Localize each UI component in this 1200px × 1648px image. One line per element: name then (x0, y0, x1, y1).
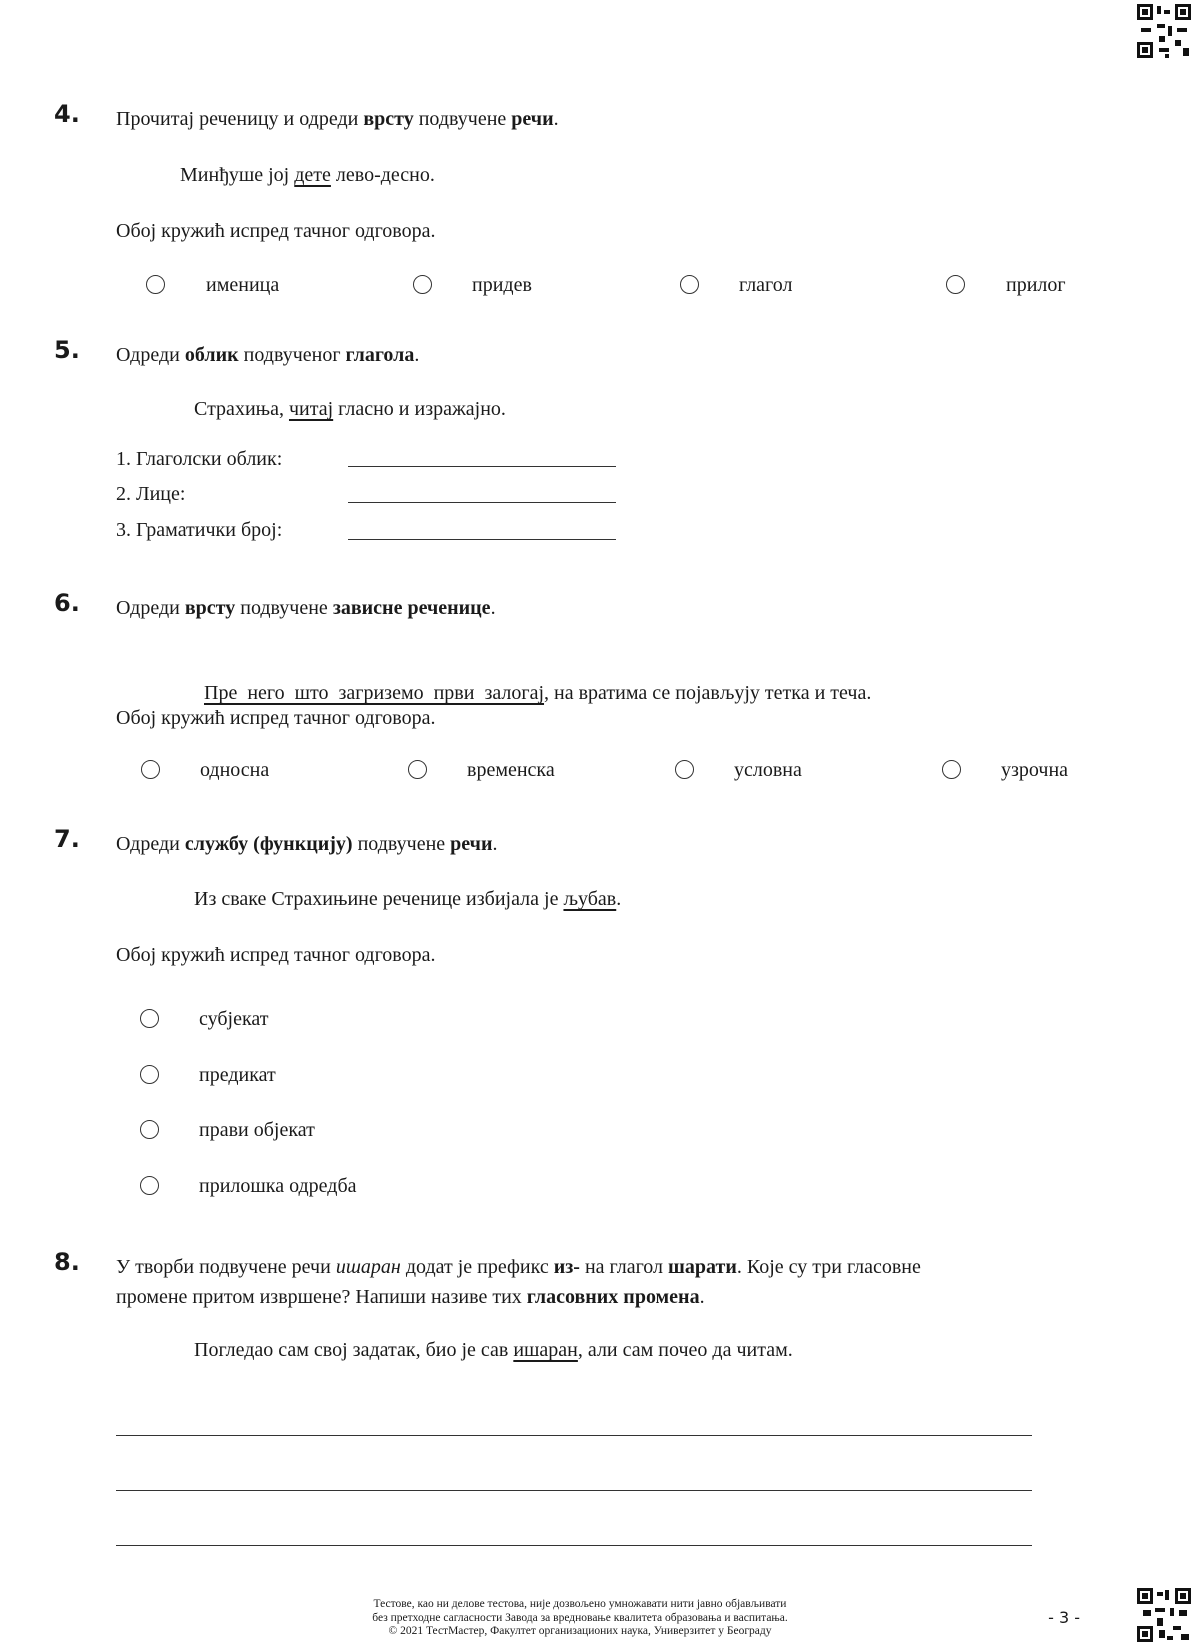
prompt-bold: гласовних промена (526, 1286, 700, 1308)
answer-line-2[interactable] (116, 1490, 1032, 1491)
prompt-text: . (490, 597, 496, 619)
prompt-text: подвучене (352, 833, 451, 855)
answer-line-verb-form[interactable] (348, 466, 616, 467)
radio-imenica[interactable] (146, 275, 165, 294)
option-label: глагол (739, 274, 793, 296)
question-prompt-line1 (116, 1252, 921, 1282)
answer-line-3[interactable] (116, 1545, 1032, 1546)
prompt-text: . (699, 1286, 705, 1308)
option-label: односна (200, 759, 270, 781)
sentence-text: Страхиња, (194, 398, 289, 420)
question-number: 4. (54, 100, 80, 128)
question-prompt (116, 829, 497, 859)
answer-line-number[interactable] (348, 539, 616, 540)
sentence-text: Погледао сам свој задатак, био је сав (194, 1339, 514, 1361)
answer-line-1[interactable] (116, 1435, 1032, 1436)
question-prompt (116, 104, 559, 134)
sentence-text: , али сам почео да читам. (577, 1339, 793, 1361)
example-sentence (180, 160, 435, 190)
question-number: 8. (54, 1248, 80, 1276)
qr-code-bottom (1137, 1588, 1191, 1642)
underlined-clause: Пре него што загриземо први залогај (204, 682, 545, 704)
option-label: узрочна (1001, 759, 1069, 781)
prompt-text: Одреди (116, 597, 185, 619)
question-number: 7. (54, 825, 80, 853)
sentence-text: Из сваке Страхињине реченице избијала је (194, 888, 564, 910)
prompt-text: Одреди (116, 833, 185, 855)
question-prompt (116, 593, 496, 623)
option-label: субјекат (199, 1008, 269, 1030)
instruction: Обој кружић испред тачног одговора. (116, 220, 436, 242)
underlined-word: дете (294, 164, 331, 186)
sentence-text: лево-десно. (330, 164, 435, 186)
prompt-text: Прочитај реченицу и одреди (116, 108, 364, 130)
prompt-italic: ишаран (335, 1256, 401, 1278)
option-label: предикат (199, 1064, 276, 1086)
page-number: - 3 - (1048, 1608, 1080, 1627)
example-sentence (194, 1335, 793, 1365)
field-label: 2. Лице: (116, 483, 186, 505)
question-prompt-line2 (116, 1282, 705, 1312)
prompt-bold: зависне реченице (332, 597, 491, 619)
instruction: Обој кружић испред тачног одговора. (116, 707, 436, 729)
underlined-word: ишаран (513, 1339, 578, 1361)
prompt-bold: речи (511, 108, 554, 130)
prompt-text: подвученог (238, 344, 346, 366)
prompt-bold: врсту (184, 597, 236, 619)
option-label: именица (206, 274, 280, 296)
radio-pridev[interactable] (413, 275, 432, 294)
radio-vremenska[interactable] (408, 760, 427, 779)
example-sentence (194, 884, 621, 914)
field-label: 1. Глаголски облик: (116, 448, 283, 470)
prompt-text: . (414, 344, 420, 366)
prompt-bold: глагола (345, 344, 415, 366)
footer-line: без претходне сагласности Завода за вредновање квалитета образовања и васпитања. (372, 1611, 788, 1624)
prompt-text: . (553, 108, 559, 130)
prompt-text: Одреди (116, 344, 185, 366)
radio-predikat[interactable] (140, 1065, 159, 1084)
option-label: прилошка одредба (199, 1175, 357, 1197)
prompt-bold: врсту (363, 108, 414, 130)
radio-prilog[interactable] (946, 275, 965, 294)
footer-line: © 2021 ТестМастер, Факултет организационих наука, Универзитет у Београду (388, 1625, 772, 1637)
radio-odnosna[interactable] (141, 760, 160, 779)
sentence-text: Минђуше јој (180, 164, 295, 186)
example-sentence (194, 394, 506, 424)
option-label: временска (467, 759, 555, 781)
option-label: придев (472, 274, 532, 296)
prompt-text: на глагол (579, 1256, 669, 1278)
prompt-text: . (492, 833, 498, 855)
underlined-word: читај (288, 398, 334, 420)
radio-pravi-objekat[interactable] (140, 1120, 159, 1139)
option-label: прави објекат (199, 1119, 315, 1141)
radio-uzrocna[interactable] (942, 760, 961, 779)
question-number: 6. (54, 589, 80, 617)
sentence-text: , на вратима се појављују тетка и теча. (544, 682, 872, 704)
copyright-footer (250, 1598, 910, 1639)
instruction: Обој кружић испред тачног одговора. (116, 944, 436, 966)
radio-subjekat[interactable] (140, 1009, 159, 1028)
sentence-text: . (616, 888, 622, 910)
qr-code-top (1137, 4, 1191, 58)
field-label: 3. Граматички број: (116, 519, 283, 541)
question-prompt (116, 340, 419, 370)
prompt-text: подвучене (235, 597, 333, 619)
radio-uslovna[interactable] (675, 760, 694, 779)
answer-line-person[interactable] (348, 502, 616, 503)
prompt-text: У творби подвучене речи (116, 1256, 336, 1278)
prompt-text: подвучене (413, 108, 512, 130)
example-sentence (194, 648, 871, 708)
radio-glagol[interactable] (680, 275, 699, 294)
prompt-bold: из- (553, 1256, 580, 1278)
prompt-bold: шарати (668, 1256, 737, 1278)
sentence-text: гласно и изражајно. (333, 398, 506, 420)
prompt-text: додат је префикс (400, 1256, 554, 1278)
prompt-bold: речи (450, 833, 493, 855)
footer-line: Тестове, као ни делове тестова, није дозвољено умножавати нити јавно објављивати (373, 1598, 787, 1610)
prompt-text: промене притом извршене? Напиши називе тих (116, 1286, 527, 1308)
prompt-text: . Које су три гласовне (736, 1256, 921, 1278)
question-number: 5. (54, 336, 80, 364)
option-label: условна (734, 759, 802, 781)
underlined-word: љубав (563, 888, 617, 910)
prompt-bold: облик (184, 344, 239, 366)
radio-priloska-odredba[interactable] (140, 1176, 159, 1195)
option-label: прилог (1006, 274, 1066, 296)
prompt-bold: службу (функцију) (184, 833, 353, 855)
